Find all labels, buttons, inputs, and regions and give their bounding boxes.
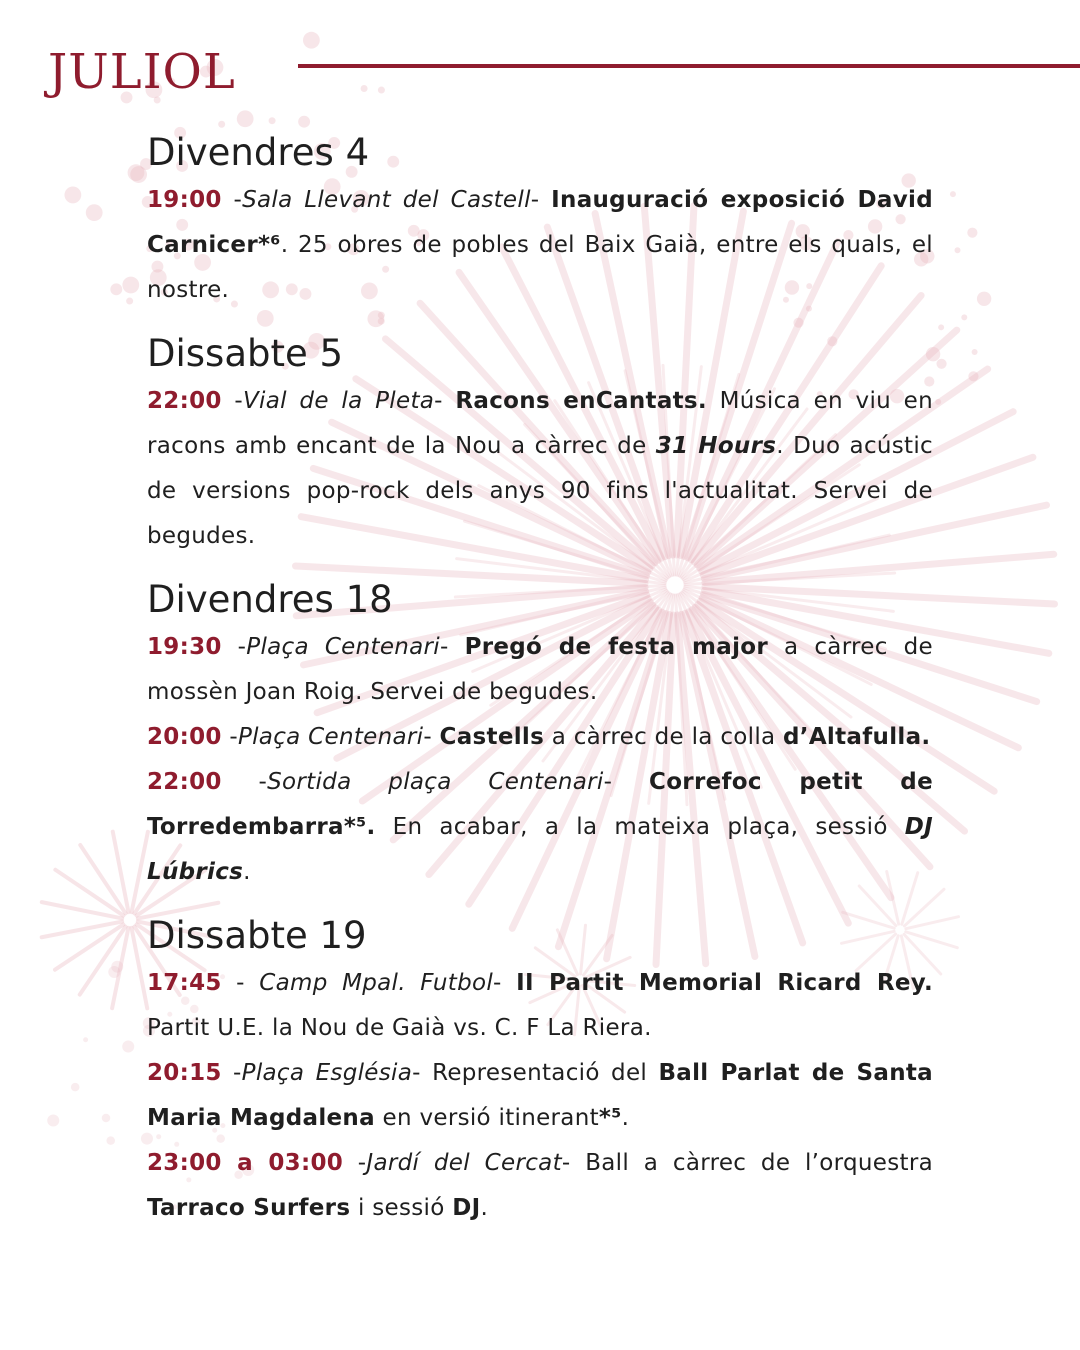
- event-text: -: [221, 769, 268, 795]
- event-time: 22:00: [147, 388, 222, 414]
- day-title: Dissabte 5: [147, 332, 344, 375]
- event-text: -: [221, 724, 238, 750]
- day-title: Divendres 18: [147, 578, 393, 621]
- event-time: 22:00: [147, 769, 222, 795]
- header: [0, 0, 1080, 110]
- event-text: -: [221, 1060, 242, 1086]
- event-location: Plaça Centenari: [246, 634, 440, 660]
- event-entry: [147, 625, 933, 715]
- event-performer: 31 Hours: [655, 433, 777, 459]
- event-text: .: [621, 1105, 630, 1131]
- event-highlight: Racons enCantats.: [455, 388, 707, 414]
- event-text: -: [434, 388, 456, 414]
- event-location: Jardí del Cercat: [366, 1150, 562, 1176]
- day-title: Divendres 4: [147, 131, 370, 174]
- event-text: -: [221, 388, 243, 414]
- day-section: [147, 128, 933, 313]
- day-section: [147, 329, 933, 559]
- event-time: 17:45: [147, 970, 222, 996]
- event-text: .: [480, 1195, 489, 1221]
- event-entry: [147, 961, 933, 1051]
- event-text: -: [603, 769, 650, 795]
- event-highlight: Castells: [439, 724, 545, 750]
- schedule: [147, 128, 933, 1247]
- event-time: 20:00: [147, 724, 222, 750]
- event-time: 19:00: [147, 187, 222, 213]
- event-highlight: *⁵: [598, 1105, 622, 1131]
- event-text: -: [530, 187, 552, 213]
- event-text: -: [493, 970, 517, 996]
- event-highlight: Correfoc petit de Torredembarra*⁵.: [147, 769, 933, 840]
- event-entry: [147, 178, 933, 313]
- event-location: Vial de la Pleta: [242, 388, 435, 414]
- event-highlight: Inauguració exposició David Carnicer*⁶: [147, 187, 933, 258]
- event-text: a càrrec de la colla: [544, 724, 784, 750]
- event-text: a càrrec de mossèn Joan Roig. Servei de begudes.: [147, 634, 933, 705]
- event-text: -: [221, 970, 260, 996]
- event-text: -: [343, 1150, 367, 1176]
- event-location: Camp Mpal. Futbol: [259, 970, 494, 996]
- event-text: - Ball a càrrec de l’orquestra: [561, 1150, 933, 1176]
- event-text: . Duo acústic de versions pop-rock dels anys 90 fins l'actualitat. Servei de begudes.: [147, 433, 933, 549]
- event-performer: DJ Lúbrics: [147, 814, 933, 885]
- event-entry: [147, 379, 933, 559]
- event-text: - Representació del: [412, 1060, 659, 1086]
- event-highlight: Pregó de festa major: [464, 634, 769, 660]
- event-highlight: DJ: [452, 1195, 481, 1221]
- event-location: Sala Llevant del Castell: [242, 187, 531, 213]
- event-text: -: [221, 187, 243, 213]
- event-text: -: [440, 634, 465, 660]
- event-entry: [147, 1051, 933, 1141]
- event-highlight: II Partit Memorial Ricard Rey.: [516, 970, 933, 996]
- month-title: JULIOL: [48, 44, 236, 100]
- day-section: [147, 911, 933, 1231]
- header-rule: [298, 64, 1080, 68]
- event-text: .: [243, 859, 251, 885]
- event-text: Música en viu en racons amb encant de la Nou a càrrec de: [147, 388, 933, 459]
- event-time: 23:00 a 03:00: [147, 1150, 344, 1176]
- event-time: 19:30: [147, 634, 222, 660]
- event-text: en versió itinerant: [374, 1105, 599, 1131]
- event-text: i sessió: [350, 1195, 453, 1221]
- event-text: . 25 obres de pobles del Baix Gaià, entre els quals, el nostre.: [147, 232, 933, 303]
- event-text: -: [221, 634, 247, 660]
- event-entry: [147, 760, 933, 895]
- event-text: Partit U.E. la Nou de Gaià vs. C. F La Riera.: [147, 1015, 652, 1041]
- event-text: -: [423, 724, 440, 750]
- event-entry: [147, 715, 933, 760]
- event-highlight: Ball Parlat de Santa Maria Magdalena: [147, 1060, 934, 1131]
- event-location: Plaça Església: [241, 1060, 413, 1086]
- event-location: Plaça Centenari: [237, 724, 424, 750]
- event-time: 20:15: [147, 1060, 222, 1086]
- event-entry: [147, 1141, 933, 1231]
- event-highlight: d’Altafulla.: [783, 724, 931, 750]
- day-section: [147, 575, 933, 895]
- event-highlight: Tarraco Surfers: [147, 1195, 351, 1221]
- event-text: En acabar, a la mateixa plaça, sessió: [375, 814, 905, 840]
- event-location: Sortida plaça Centenari: [267, 769, 604, 795]
- day-title: Dissabte 19: [147, 914, 367, 957]
